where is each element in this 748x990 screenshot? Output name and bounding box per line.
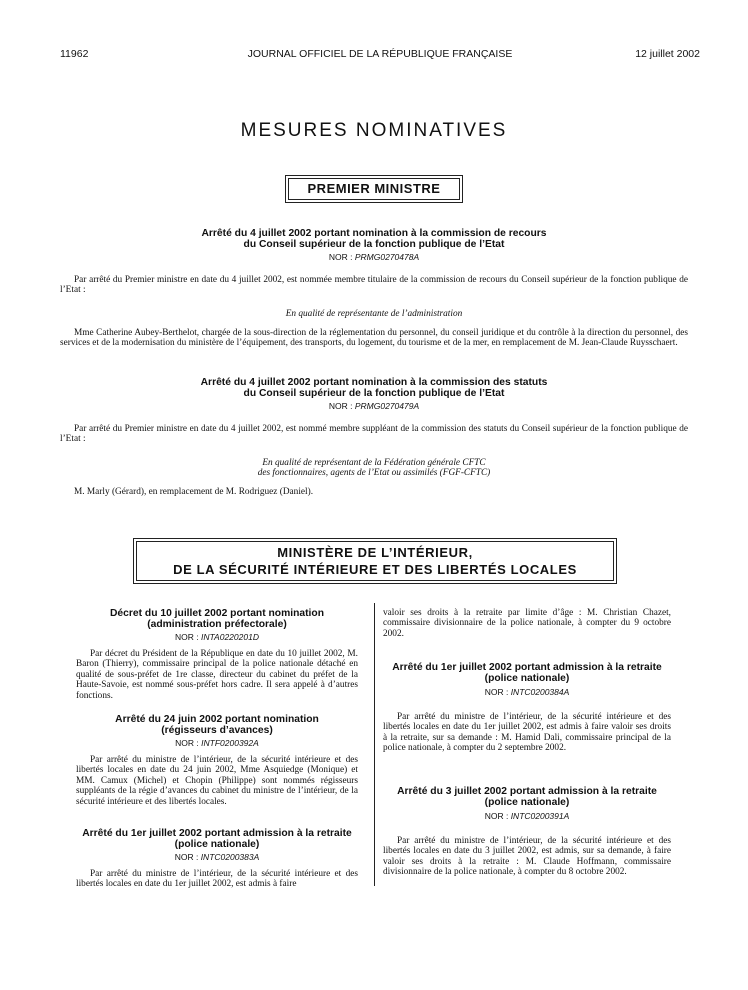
- journal-title: JOURNAL OFFICIEL DE LA RÉPUBLIQUE FRANÇAISE: [247, 48, 513, 60]
- nor-reference: NOR : PRMG0270478A: [328, 252, 420, 262]
- quality-line: En qualité de représentant de la Fédération générale CFTC des fonctionnaires, agents de l’Etat ou assimilés (FGF-CFTC): [257, 458, 491, 479]
- continuation-text: valoir ses droits à la retraite par limite d’âge : M. Christian Chazet, commissaire divisionnaire de la police nationale, à compter du 9 octobre 2002.: [383, 608, 671, 639]
- decree-text: Par arrêté du ministre de l’intérieur, de la sécurité intérieure et des libertés locales en date du 1er juillet 2002, est admis à faire valoir ses droits à la retraite, sur sa demande : M. Hamid Dali, commissaire principal de la police nationale, à compter du 2 septembre 2002.: [383, 712, 671, 754]
- ministere-line-2: DE LA SÉCURITÉ INTÉRIEURE ET DES LIBERTÉS LOCALES: [173, 562, 577, 577]
- decree-title: Arrêté du 24 juin 2002 portant nomination (régisseurs d’avances): [115, 714, 319, 736]
- nor-reference: NOR : INTC0200391A: [484, 811, 570, 821]
- decree-text: Par arrêté du ministre de l’intérieur, de la sécurité intérieure et des libertés locales en date du 3 juillet 2002, est admis, sur sa demande, à faire valoir ses droits à la retraite : M. Claude Hoffmann, commissaire divisionnaire de la police nationale, à compter du 8 octobre 2002.: [383, 836, 671, 878]
- publication-date: 12 juillet 2002: [635, 48, 700, 60]
- nor-reference: NOR : INTA0220201D: [175, 632, 259, 642]
- decree-text: Par arrêté du ministre de l’intérieur, de la sécurité intérieure et des libertés locales en date du 24 juin 2002, Mme Asquiedge (Monique) et MM. Camux (Michel) et Chopin (Philippe) sont nommés régisseurs suppléants de la régie d’avances du cabinet du ministre de l’intérieur, de la sécurité intérieure et des libertés locales.: [76, 755, 358, 807]
- decree-person: Mme Catherine Aubey-Berthelot, chargée de la sous-direction de la réglementation du personnel, du conseil juridique et du contrôle à la direction du personnel, des services et de la modernisation du ministère de l’équipement, des transports, du logement, du tourisme et de la mer, en remplacement de M. Jean-Claude Ruysschaert.: [60, 328, 688, 349]
- decree-title: Arrêté du 1er juillet 2002 portant admission à la retraite (police nationale): [392, 662, 662, 684]
- decree-intro: Par arrêté du Premier ministre en date du 4 juillet 2002, est nommée membre titulaire de la commission de recours du Conseil supérieur de la fonction publique de l’Etat :: [60, 275, 688, 296]
- decree-text: Par décret du Président de la République en date du 10 juillet 2002, M. Baron (Thierry), commissaire principal de la police nationale détaché en qualité de sous-préfet de 1re classe, directeur du cabinet du préfet de la Haute-Savoie, est nommé sous-préfet hors cadre. Il sera appelé à d’autres fonctions.: [76, 649, 358, 701]
- page-number: 11962: [60, 48, 89, 60]
- decree-title: Arrêté du 4 juillet 2002 portant nomination à la commission des statuts du Conseil supérieur de la fonction publique de l’Etat: [200, 377, 548, 399]
- decree-text: Par arrêté du ministre de l’intérieur, de la sécurité intérieure et des libertés locales en date du 1er juillet 2002, est admis à faire: [76, 869, 358, 890]
- premier-ministre-box: [285, 175, 463, 203]
- quality-line: En qualité de représentante de l’administration: [285, 309, 463, 319]
- decree-intro: Par arrêté du Premier ministre en date du 4 juillet 2002, est nommé membre suppléant de la commission des statuts du Conseil supérieur de la fonction publique de l’Etat :: [60, 424, 688, 445]
- ministere-line-1: MINISTÈRE DE L’INTÉRIEUR,: [277, 545, 473, 560]
- decree-title: Décret du 10 juillet 2002 portant nomination (administration préfectorale): [110, 608, 324, 630]
- decree-title: Arrêté du 3 juillet 2002 portant admission à la retraite (police nationale): [397, 786, 657, 808]
- decree-title: Arrêté du 1er juillet 2002 portant admission à la retraite (police nationale): [82, 828, 352, 850]
- nor-reference: NOR : INTF0200392A: [175, 738, 259, 748]
- column-divider: [374, 603, 375, 886]
- nor-reference: NOR : INTC0200383A: [174, 852, 260, 862]
- decree-person: M. Marly (Gérard), en remplacement de M. Rodriguez (Daniel).: [74, 487, 314, 497]
- ministere-interieur-box: [133, 538, 617, 584]
- page-header: [60, 48, 700, 62]
- nor-reference: NOR : INTC0200384A: [484, 687, 570, 697]
- section-title: MESURES NOMINATIVES: [240, 120, 508, 141]
- decree-title: Arrêté du 4 juillet 2002 portant nomination à la commission de recours du Conseil supérieur de la fonction publique de l’Etat: [201, 228, 547, 250]
- nor-reference: NOR : PRMG0270479A: [328, 401, 420, 411]
- premier-ministre-label: PREMIER MINISTRE: [288, 178, 460, 200]
